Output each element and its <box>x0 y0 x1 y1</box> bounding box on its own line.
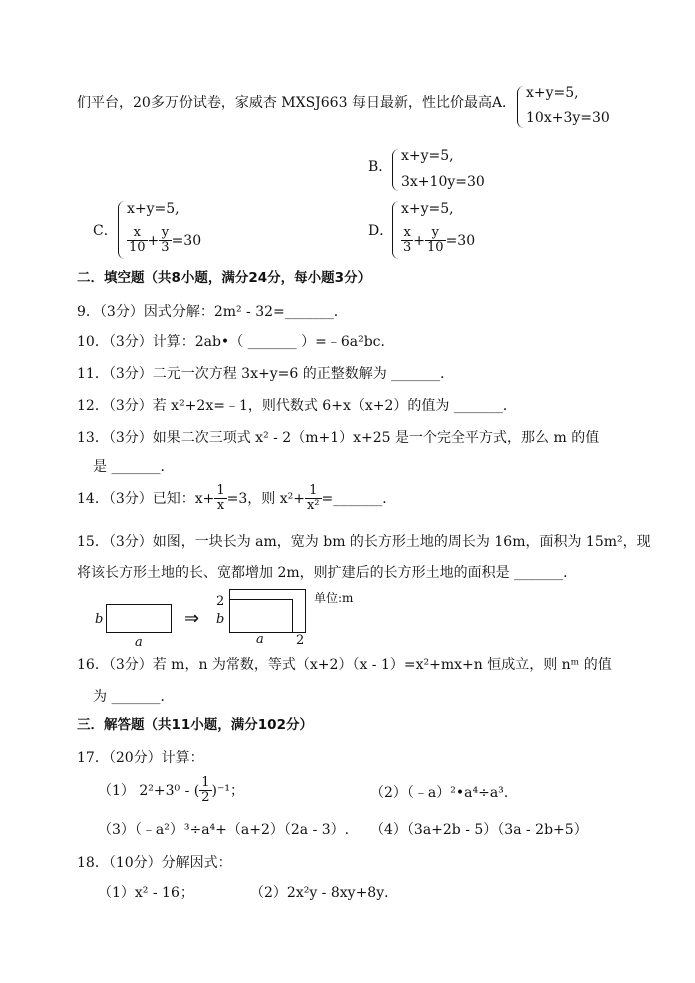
option-a-brace <box>517 86 524 128</box>
option-b-label: B． <box>368 159 393 175</box>
q14-text: 14．（3分）已知：x+ $\frac{1}{x}$ =3，则 x²+ $\frac{1}{\text{x²}}$ =_______． <box>77 483 397 514</box>
q18-part1: （1）x² - 16； <box>98 885 194 901</box>
q15-line1: 15．（3分）如图，一块长为 am，宽为 bm 的长方形土地的周长为 16m，面积为 15m²，现 <box>77 534 651 550</box>
q16-line1: 16．（3分）若 m，n 为常数，等式（x+2）（x - 1）=x²+mx+n 恒成立，则 nᵐ 的值 <box>77 657 612 673</box>
diagram-arrow: ⇒ <box>184 608 200 629</box>
option-a-eq2: 10x+3y=30 <box>526 110 610 126</box>
q15-line2: 将该长方形土地的长、宽都增加 2m，则扩建后的长方形土地的面积是 _______． <box>77 565 578 581</box>
diagram-left-b: b <box>95 612 104 627</box>
q18-part2: （2）2x²y - 8xy+8y． <box>250 885 399 901</box>
diagram-right-2-top: 2 <box>216 594 225 609</box>
diagram-left-a: a <box>135 635 143 650</box>
diagram-right-a: a <box>256 632 264 647</box>
option-c-brace <box>118 201 125 259</box>
q11-text: 11．（3分）二元一次方程 3x+y=6 的正整数解为 _______． <box>77 366 455 382</box>
option-b-brace <box>392 149 399 191</box>
q17-part4: （4）（3a+2b - 5）（3a - 2b+5） <box>370 822 588 838</box>
diagram-right-inner-rect <box>229 599 293 632</box>
q17-part1: （1） 2²+3⁰ - ( $\frac{1}{2}$ )⁻¹； <box>98 775 244 806</box>
option-a-prefix: 们平台，20多万份试卷，家威杏 MXSJ663 每日最新，性比价最高A． <box>77 95 517 111</box>
q9-text: 9．（3分）因式分解：2m² - 32=_______. <box>77 304 339 320</box>
option-b-eq2: 3x+10y=30 <box>401 174 485 190</box>
option-d-label: D． <box>368 223 394 239</box>
option-b-eq1: x+y=5, <box>401 148 454 164</box>
section2-title: 二．填空题（共8小题，满分24分，每小题3分） <box>77 270 372 286</box>
diagram-unit: 单位:m <box>314 591 354 605</box>
q16-line2: 为 _______． <box>93 689 175 705</box>
q17-part3: （3）（﹣a²）³÷a⁴+（a+2）（2a - 3）. <box>98 822 350 838</box>
section3-title: 三．解答题（共11小题，满分102分） <box>77 717 313 733</box>
q13-line1: 13．（3分）如果二次三项式 x² - 2（m+1）x+25 是一个完全平方式，那么 m 的值 <box>77 430 600 446</box>
option-c-label: C． <box>93 223 118 239</box>
diagram-right-b: b <box>216 612 225 627</box>
q17-stem: 17．（20分）计算： <box>77 750 204 766</box>
option-a-eq1: x+y=5, <box>526 85 579 101</box>
q10-text: 10．（3分）计算：2ab•（ _______ ）=﹣6a²bc． <box>77 334 395 350</box>
diagram-right-2-bottom: 2 <box>296 633 305 648</box>
option-c-eq2: $\frac{x}{10}$ + $\frac{y}{3}$ =30 <box>129 225 202 256</box>
option-d-brace <box>392 201 399 259</box>
option-d-eq2: $\frac{x}{3}$ + $\frac{y}{10}$ =30 <box>403 225 476 256</box>
diagram-left-rect <box>106 604 172 633</box>
q17-part2: （2）（﹣a）²•a⁴÷a³. <box>370 785 509 801</box>
option-c-eq1: x+y=5, <box>127 201 180 217</box>
q18-stem: 18．（10分）分解因式： <box>77 855 232 871</box>
q13-line2: 是 _______． <box>93 459 175 475</box>
q12-text: 12．（3分）若 x²+2x=﹣1，则代数式 6+x（x+2）的值为 _______． <box>77 398 517 414</box>
option-d-eq1: x+y=5, <box>401 201 454 217</box>
